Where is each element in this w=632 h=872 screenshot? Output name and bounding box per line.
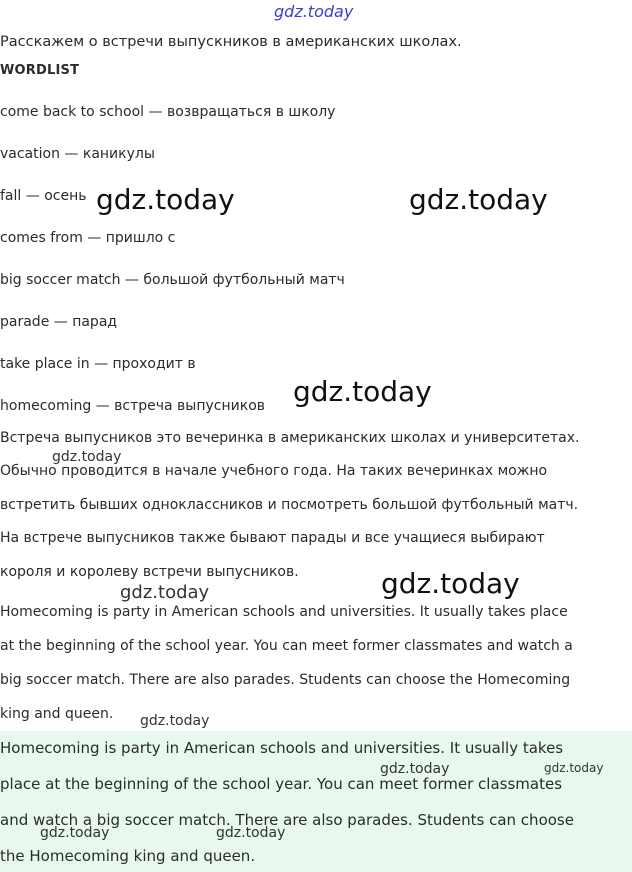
wordlist-item: homecoming — встреча выпусников — [0, 398, 266, 414]
wordlist-item: vacation — каникулы — [0, 146, 155, 162]
answer-line: and watch a big soccer match. There are also parades. Students can choose — [0, 811, 574, 829]
answer-line: the Homecoming king and queen. — [0, 847, 256, 865]
watermark: gdz.today — [544, 761, 604, 775]
wordlist-item: comes from — пришло с — [0, 230, 176, 246]
english-line: king and queen. — [0, 706, 114, 722]
intro-text: Расскажем о встречи выпускников в американских школах. — [0, 34, 462, 50]
russian-line: На встрече выпусников также бывают парады и все учащиеся выбирают — [0, 530, 545, 546]
watermark: gdz.today — [381, 567, 520, 600]
wordlist-item: big soccer match — большой футбольный матч — [0, 272, 345, 288]
watermark: gdz.today — [293, 375, 432, 408]
english-line: big soccer match. There are also parades. Students can choose the Homecoming — [0, 672, 571, 688]
wordlist-item: come back to school — возвращаться в школу — [0, 104, 336, 120]
watermark: gdz.today — [96, 183, 235, 216]
wordlist-title: WORDLIST — [0, 63, 80, 78]
english-line: at the beginning of the school year. You can meet former classmates and watch a — [0, 638, 573, 654]
watermark: gdz.today — [140, 713, 210, 729]
russian-line: короля и королеву встречи выпусников. — [0, 564, 299, 580]
header-watermark: gdz.today — [274, 2, 354, 21]
watermark: gdz.today — [40, 825, 110, 841]
answer-line: place at the beginning of the school year. You can meet former classmates — [0, 775, 563, 793]
english-line: Homecoming is party in American schools and universities. It usually takes place — [0, 604, 568, 620]
watermark: gdz.today — [120, 582, 210, 603]
russian-line: Обычно проводится в начале учебного года. На таких вечеринках можно — [0, 463, 548, 479]
wordlist-item: parade — парад — [0, 314, 118, 330]
watermark: gdz.today — [52, 449, 122, 465]
watermark: gdz.today — [409, 183, 548, 216]
wordlist-item: take place in — проходит в — [0, 356, 196, 372]
russian-line: Встреча выпусников это вечеринка в американских школах и университетах. — [0, 430, 580, 446]
russian-line: встретить бывших одноклассников и посмотреть большой футбольный матч. — [0, 497, 579, 513]
answer-line: Homecoming is party in American schools and universities. It usually takes — [0, 739, 564, 757]
watermark: gdz.today — [216, 825, 286, 841]
wordlist-item: fall — осень — [0, 188, 87, 204]
watermark: gdz.today — [380, 761, 450, 777]
